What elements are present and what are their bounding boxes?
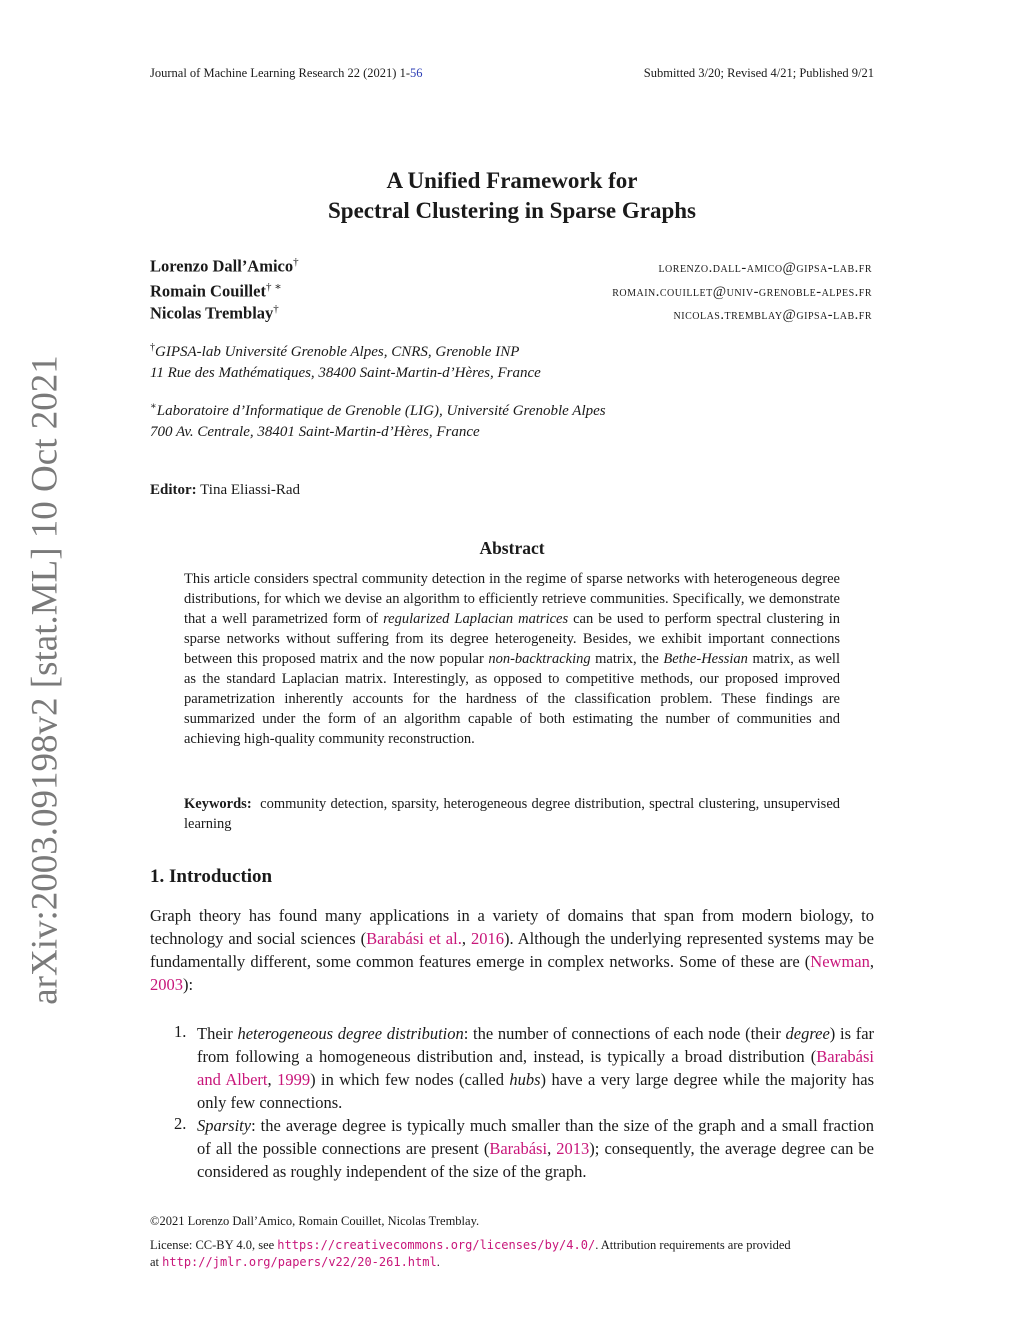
item1-text-4: ) in which few nodes (called [310, 1070, 510, 1089]
license-line-1 [150, 1238, 874, 1253]
copyright-text: 2021 Lorenzo Dall’Amico, Romain Couillet, Nicolas Tremblay. [159, 1214, 480, 1228]
item1-emphasis-2: degree [785, 1024, 830, 1043]
author-3 [150, 303, 279, 324]
item1-emphasis-3: hubs [509, 1070, 541, 1089]
copyright-line [150, 1214, 479, 1229]
author-2 [150, 280, 282, 302]
citation-barabasi-2013[interactable]: Barabási [489, 1139, 548, 1158]
abstract-emphasis-1: regularized Laplacian matrices [383, 611, 569, 627]
paper-title-line2: Spectral Clustering in Sparse Graphs [327, 198, 697, 223]
item2-citation-separator: , [547, 1139, 557, 1158]
citation-separator-1: , [461, 929, 471, 948]
journal-header [150, 66, 422, 81]
affiliation-2-line1 [150, 401, 606, 420]
editor-line [150, 482, 300, 499]
author-1-mark: † [293, 256, 299, 268]
license-text-c: at [150, 1255, 163, 1269]
copyright-icon: © [150, 1214, 160, 1228]
item1-emphasis-1: heterogeneous degree distribution [237, 1024, 464, 1043]
abstract-heading: Abstract [479, 538, 545, 558]
citation-year-2013[interactable]: 2013 [556, 1139, 590, 1158]
license-text-d: . [436, 1255, 440, 1269]
affiliation-1-line1 [150, 342, 519, 361]
intro-text-c: ): [183, 975, 194, 994]
item1-text-2: : the number of connections of each node (their [463, 1024, 786, 1043]
journal-name: Journal of Machine Learning Research 22 (2021) 1- [150, 66, 410, 80]
citation-year-2016[interactable]: 2016 [470, 929, 504, 948]
abstract-text-2: can be used to perform spectral clustering in sparse networks without suffering from its degree heterogeneity. Besides, we exhibit important connections between this proposed matrix and the now popular [184, 611, 840, 667]
intro-paragraph [150, 904, 874, 996]
citation-barabasi-albert[interactable]: Barabási and Albert [197, 1047, 874, 1089]
abstract-text-3: matrix, the [590, 651, 664, 667]
author-2-email[interactable]: romain.couillet@univ-grenoble-alpes.fr [612, 284, 872, 300]
author-2-mark: † ∗ [265, 281, 282, 293]
abstract-emphasis-2: non-backtracking [488, 651, 591, 667]
author-1 [150, 256, 299, 277]
citation-barabasi-2016[interactable]: Barabási et al. [366, 929, 462, 948]
citation-separator-2: , [869, 952, 874, 971]
item2-text-2: ); consequently, the average degree can be considered as roughly independent of the size of the graph. [197, 1139, 875, 1181]
author-2-name: Romain Couillet [150, 281, 266, 301]
keywords-label: Keywords: [184, 796, 252, 812]
author-1-name: Lorenzo Dall’Amico [150, 256, 294, 276]
citation-year-2003[interactable]: 2003 [150, 975, 183, 994]
citation-newman-2003[interactable]: Newman [810, 952, 870, 971]
editor-name: Tina Eliassi-Rad [200, 482, 301, 498]
item2-emphasis-1: Sparsity [197, 1116, 252, 1135]
author-3-email[interactable]: nicolas.tremblay@gipsa-lab.fr [673, 307, 872, 323]
arxiv-stamp: arXiv:2003.09198v2 [stat.ML] 10 Oct 2021 [24, 355, 66, 1005]
author-3-name: Nicolas Tremblay [150, 303, 274, 323]
paper-url-link[interactable]: http://jmlr.org/papers/v22/20-261.html [162, 1255, 437, 1269]
license-text-a: License: CC-BY 4.0, see [150, 1238, 278, 1252]
affiliation-1-mark: † [150, 342, 155, 353]
license-text-b: . Attribution requirements are provided [595, 1238, 791, 1252]
list-number-2: 2. [174, 1114, 187, 1133]
intro-text-a: Graph theory has found many applications in a variety of domains that span from modern biology, to technology and social sciences ( [150, 906, 874, 948]
list-number-1: 1. [174, 1022, 187, 1041]
item1-text-5: ) have a very large degree while the majority has only few connections. [197, 1070, 875, 1112]
affiliation-1-text: GIPSA-lab Université Grenoble Alpes, CNRS, Grenoble INP [155, 344, 520, 360]
author-1-email[interactable]: lorenzo.dall-amico@gipsa-lab.fr [658, 260, 872, 276]
item1-citation-separator: , [267, 1070, 278, 1089]
abstract-body [184, 569, 840, 749]
abstract-text-1: This article considers spectral community detection in the regime of sparse networks with heterogeneous degree distributions, for which we devise an algorithm to efficiently retrieve communities. Specifically, we demonstrate that a well parametrized form of [184, 571, 840, 627]
list-item-1 [197, 1022, 874, 1114]
journal-page-link[interactable]: 56 [409, 66, 423, 80]
license-url-link[interactable]: https://creativecommons.org/licenses/by/4.0/ [277, 1238, 596, 1252]
item1-text-3: ) is far from following a homogeneous distribution and, instead, is typically a broad distribution ( [197, 1024, 875, 1066]
affiliation-2-text: Laboratoire d’Informatique de Grenoble (LIG), Université Grenoble Alpes [156, 403, 606, 419]
affiliation-1-line2: 11 Rue des Mathématiques, 38400 Saint-Martin-d’Hères, France [150, 365, 541, 381]
license-line-2 [150, 1255, 440, 1270]
paper-title-line1: A Unified Framework for [386, 168, 638, 193]
editor-label: Editor: [150, 482, 197, 498]
keywords-text: community detection, sparsity, heterogeneous degree distribution, spectral clustering, unsupervised learning [184, 796, 841, 832]
keywords [184, 794, 840, 834]
abstract-emphasis-3: Bethe-Hessian [663, 651, 748, 667]
list-item-2 [197, 1114, 874, 1183]
section-heading-introduction: 1. Introduction [150, 866, 273, 887]
publication-dates: Submitted 3/20; Revised 4/21; Published 9/21 [643, 66, 874, 80]
affiliation-2-line2: 700 Av. Centrale, 38401 Saint-Martin-d’Hères, France [150, 424, 480, 440]
item1-text-1: Their [197, 1024, 238, 1043]
citation-year-1999[interactable]: 1999 [277, 1070, 311, 1089]
intro-text-b: ). Although the underlying represented systems may be fundamentally different, some common features emerge in complex networks. Some of these are ( [150, 929, 875, 971]
abstract-text-4: matrix, as well as the standard Laplacian matrix. Interestingly, as opposed to competitive methods, our proposed improved parametrization inherently accounts for the hardness of the classification problem. These findings are summarized under the form of an algorithm capable of both estimating the number of communities and achieving high-quality community reconstruction. [184, 651, 840, 747]
author-3-mark: † [273, 303, 279, 315]
item2-text-1: : the average degree is typically much smaller than the size of the graph and a small fraction of all the possible connections are present ( [197, 1116, 874, 1158]
affiliation-2-mark: ∗ [150, 401, 157, 412]
